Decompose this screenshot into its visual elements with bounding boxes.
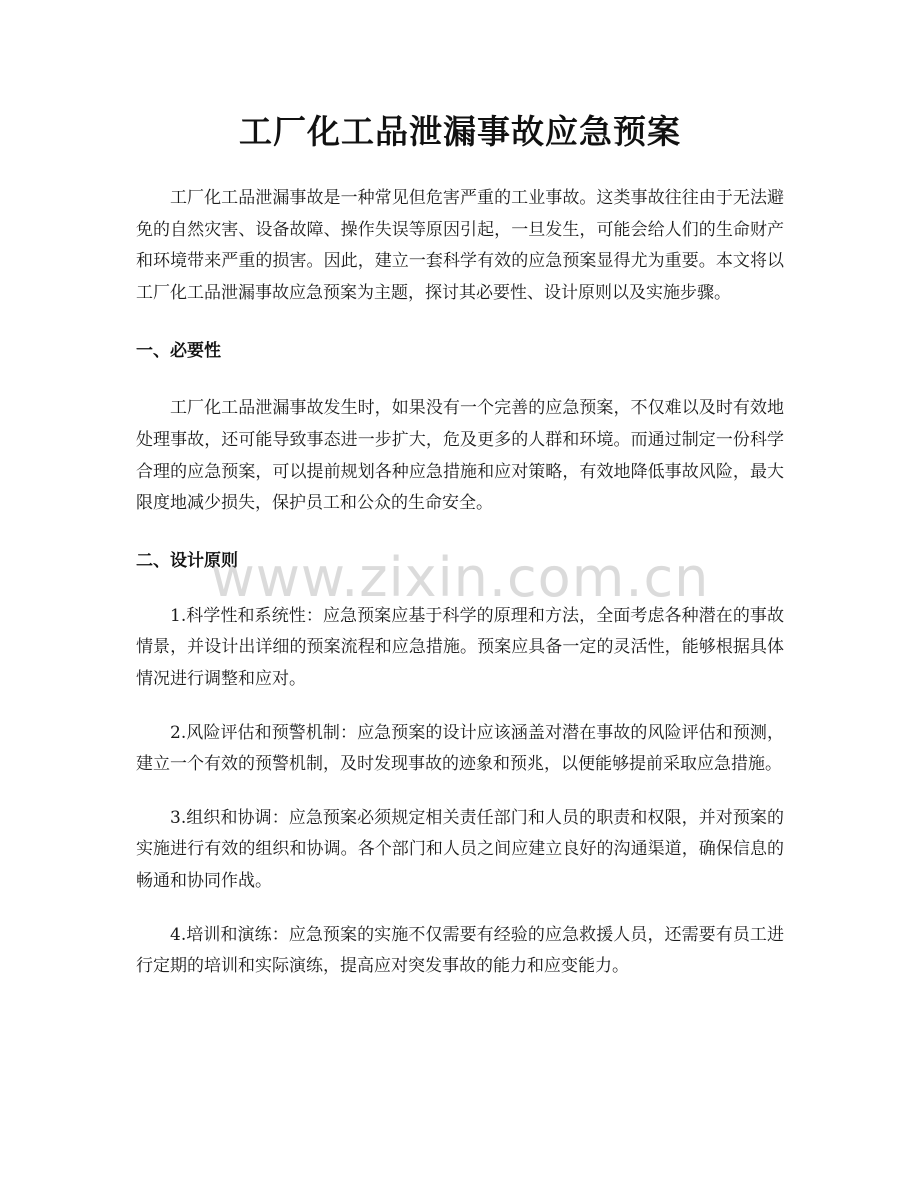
intro-paragraph: 工厂化工品泄漏事故是一种常见但危害严重的工业事故。这类事故往往由于无法避免的自然灾害、设备故障、操作失误等原因引起，一旦发生，可能会给人们的生命财产和环境带来严重的损害。因此，建立一套科学有效的应急预案显得尤为重要。本文将以工厂化工品泄漏事故应急预案为主题，探讨其必要性、设计原则以及实施步骤。	[136, 188, 784, 303]
section-heading-necessity: 一、必要性	[136, 341, 221, 362]
document-title: 工厂化工品泄漏事故应急预案	[239, 112, 681, 151]
principle-item-1: 1.科学性和系统性：应急预案应基于科学的原理和方法，全面考虑各种潜在的事故情景，并设计出详细的预案流程和应急措施。预案应具备一定的灵活性，能够根据具体情况进行调整和应对。	[136, 605, 784, 689]
watermark-text: www.zixin.com.cn	[210, 546, 710, 609]
section-heading-design-principles: 二、设计原则	[136, 550, 238, 571]
principle-item-2: 2.风险评估和预警机制：应急预案的设计应该涵盖对潜在事故的风险评估和预测，建立一个有效的预警机制，及时发现事故的迹象和预兆，以便能够提前采取应急措施。	[136, 722, 784, 775]
principle-item-4: 4.培训和演练：应急预案的实施不仅需要有经验的应急救援人员，还需要有员工进行定期的培训和实际演练，提高应对突发事故的能力和应变能力。	[136, 924, 784, 977]
principle-item-3: 3.组织和协调：应急预案必须规定相关责任部门和人员的职责和权限，并对预案的实施进行有效的组织和协调。各个部门和人员之间应建立良好的沟通渠道，确保信息的畅通和协同作战。	[136, 807, 784, 891]
necessity-paragraph: 工厂化工品泄漏事故发生时，如果没有一个完善的应急预案，不仅难以及时有效地处理事故，还可能导致事态进一步扩大，危及更多的人群和环境。而通过制定一份科学合理的应急预案，可以提前规划各种应急措施和应对策略，有效地降低事故风险，最大限度地减少损失，保护员工和公众的生命安全。	[136, 398, 784, 514]
